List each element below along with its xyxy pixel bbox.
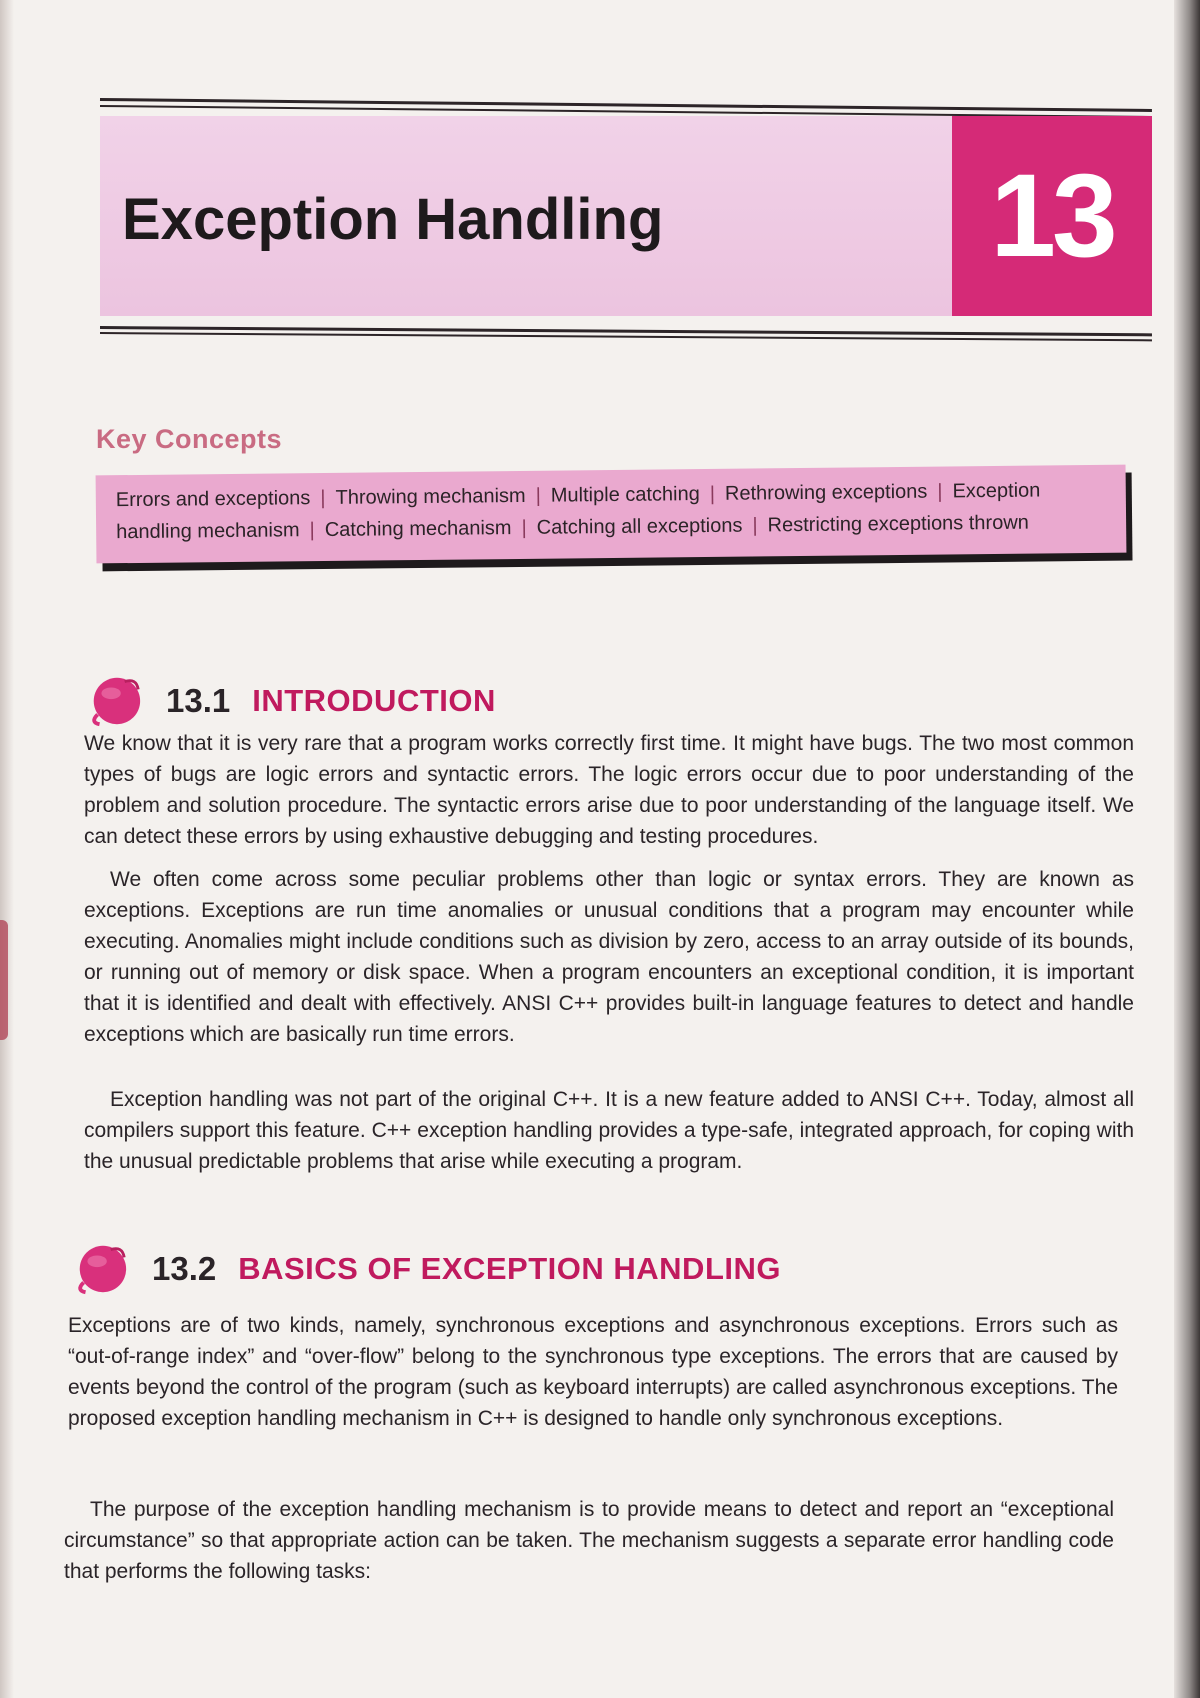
section-title: INTRODUCTION: [252, 683, 496, 718]
key-concepts-box: [96, 465, 1127, 564]
globe-icon: [72, 1240, 130, 1298]
paragraph: The purpose of the exception handling mechanism is to provide means to detect and report an “exceptional circumstance” so that appropriate action can be taken. The mechanism suggests a separate error handling code that performs the following tasks:: [64, 1498, 1114, 1583]
separator: |: [521, 516, 527, 539]
section-heading: [72, 1240, 781, 1298]
paragraph: We often come across some peculiar problems other than logic or syntax errors. They are known as exceptions. Exceptions are run time anomalies or unusual conditions that a program may encounter while executing. Anomalies might include conditions such as division by zero, access to an array outside of its bounds, or running out of memory or disk space. When a program encounters an exceptional condition, it is important that it is identified and dealt with effectively. ANSI C++ provides built-in language features to detect and handle exceptions which are basically run time errors.: [84, 868, 1134, 1046]
separator: |: [937, 480, 943, 503]
section-title: BASICS OF EXCEPTION HANDLING: [238, 1251, 781, 1286]
chapter-title: Exception Handling: [122, 187, 664, 252]
paragraph: We know that it is very rare that a program works correctly first time. It might have bugs. The two most common types of bugs are logic errors and syntactic errors. The logic errors occur due to poor understanding of the problem and solution procedure. The syntactic errors arise due to poor understanding of the language itself. We can detect these errors by using exhaustive debugging and testing procedures.: [84, 732, 1134, 848]
key-concept: Catching mechanism: [324, 517, 512, 541]
separator: |: [320, 486, 326, 510]
chapter-number-box: [952, 116, 1152, 316]
separator: |: [309, 519, 315, 542]
chapter-banner: [100, 92, 1152, 332]
section-heading: [86, 672, 496, 730]
key-concept: Throwing mechanism: [335, 484, 526, 509]
key-concepts-heading: Key Concepts: [96, 424, 283, 454]
paragraph: Exceptions are of two kinds, namely, synchronous exceptions and asynchronous exceptions. Errors such as “out-of-range index” and “over-flow” belong to the synchronous type exceptions. The errors that are caused by events beyond the control of the program (such as keyboard interrupts) are called asynchronous exceptions. The proposed exception handling mechanism in C++ is designed to handle only synchronous exceptions.: [68, 1314, 1118, 1430]
key-concepts-line: [116, 512, 1029, 545]
key-concepts-line: [116, 480, 1041, 513]
chapter-number: 13: [990, 150, 1114, 282]
key-concept: Exception: [952, 479, 1041, 503]
separator: |: [709, 482, 716, 505]
separator: |: [752, 514, 758, 537]
banner-background: [100, 116, 1152, 316]
key-concept: Rethrowing exceptions: [724, 480, 928, 505]
key-concept: Restricting exceptions thrown: [767, 511, 1029, 537]
page-binding-edge: [1174, 0, 1200, 1698]
section-number: 13.2: [152, 1250, 217, 1287]
key-concept: Multiple catching: [550, 483, 700, 507]
section-number: 13.1: [166, 682, 231, 719]
paragraph: Exception handling was not part of the original C++. It is a new feature added to ANSI C++. Today, almost all compilers support this feature. C++ exception handling provides a type-safe, integrated approach, for coping with the unusual predictable problems that arise while executing a program.: [84, 1088, 1134, 1173]
page-left-shadow: [0, 0, 14, 1698]
separator: |: [535, 484, 541, 507]
page-left-mark: [0, 920, 8, 1040]
key-concept: Errors and exceptions: [115, 487, 311, 512]
globe-icon: [86, 672, 144, 730]
key-concept: handling mechanism: [116, 519, 300, 544]
key-concept: Catching all exceptions: [536, 514, 743, 539]
